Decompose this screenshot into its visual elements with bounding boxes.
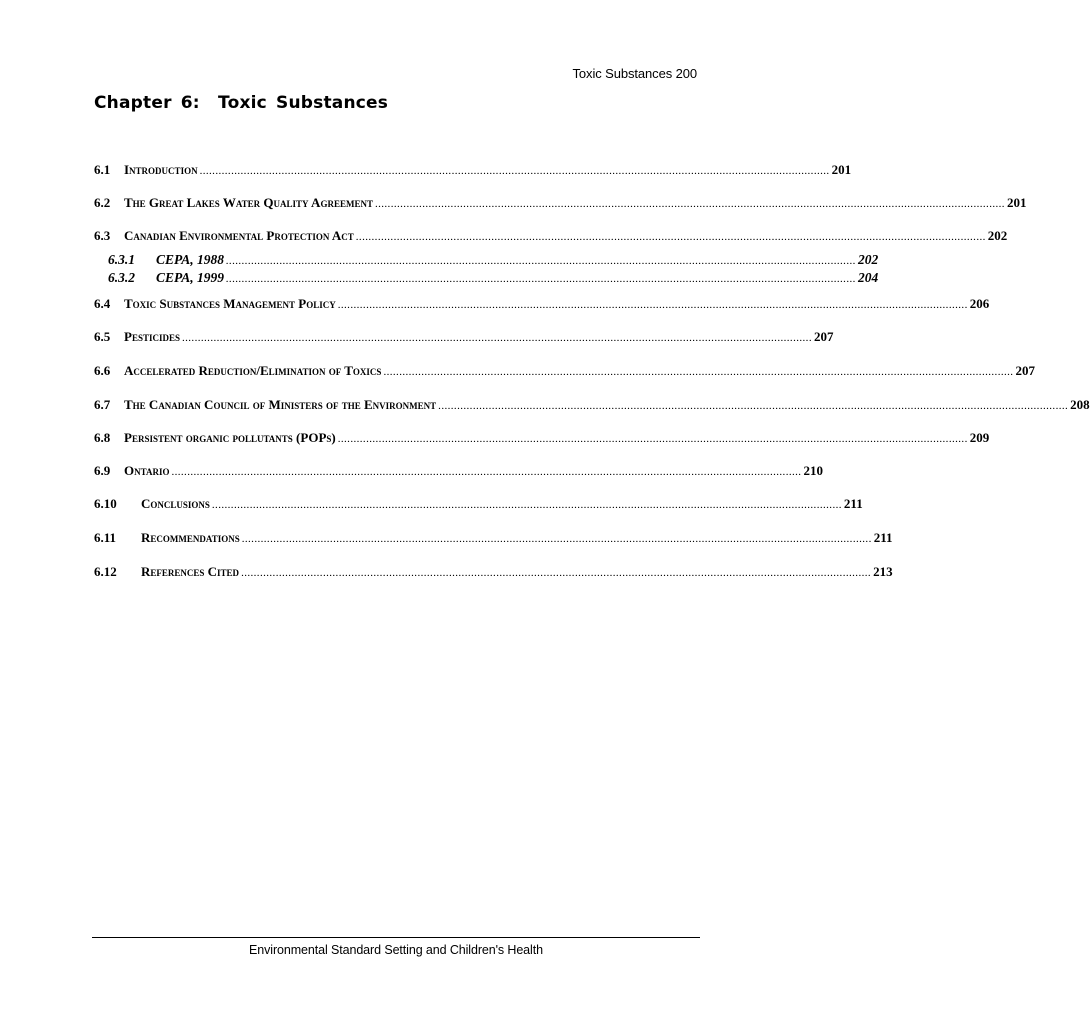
toc-dot-leader: ........................................................................................................................................................................................................ [374,198,1005,210]
toc-dot-leader: ........................................................................................................................................................................................................ [383,366,1014,378]
toc-entry[interactable] [94,397,1090,415]
toc-entry-page: 204 [858,270,879,285]
toc-entry-label: CEPA, 1988 [156,252,225,267]
toc-entry-label: Recommendations [141,530,240,545]
toc-dot-leader: ........................................................................................................................................................................................................ [211,499,842,511]
toc-entry-number: 6.3.2 [108,270,135,285]
toc-entry-page: 209 [969,430,990,445]
toc-entry[interactable] [94,162,852,180]
toc-entry-page: 201 [1006,195,1027,210]
toc-entry-number: 6.3.1 [108,252,135,267]
toc-entry[interactable] [94,564,893,582]
toc-entry-label: References Cited [141,564,240,579]
toc-entry-number: 6.4 [94,296,111,311]
toc-entry-number: 6.12 [94,564,117,579]
toc-entry-label: Toxic Substances Management Policy [124,296,336,311]
toc-entry-page: 207 [1015,363,1035,378]
toc-dot-leader: ........................................................................................................................................................................................................ [337,433,968,445]
toc-entry-number: 6.11 [94,530,117,545]
toc-entry-page: 211 [843,496,863,511]
toc-entry-page: 213 [873,564,893,579]
toc-entry[interactable] [94,530,893,548]
toc-entry-number: 6.2 [94,195,111,210]
toc-entry-number: 6.1 [94,162,111,177]
toc-entry-label: Persistent organic pollutants (POPs) [124,430,336,445]
toc-entry-number: 6.8 [94,430,111,445]
toc-dot-leader: ........................................................................................................................................................................................................ [226,273,857,285]
toc-entry[interactable] [94,228,1008,246]
footer-rule [92,937,700,938]
toc-entry-page: 202 [987,228,1008,243]
toc-entry-page: 208 [1070,397,1090,412]
running-header: Toxic Substances 200 [572,66,697,81]
toc-entry-label: Ontario [124,463,170,478]
toc-entry-number: 6.5 [94,329,111,344]
toc-entry-label: Introduction [124,162,198,177]
toc-entry[interactable] [94,252,879,270]
toc-dot-leader: ........................................................................................................................................................................................................ [337,299,968,311]
toc-entry-page: 211 [873,530,893,545]
toc-entry-number: 6.3 [94,228,111,243]
toc-entry-page: 202 [858,252,879,267]
toc-entry-page: 201 [831,162,852,177]
toc-dot-leader: ........................................................................................................................................................................................................ [226,255,857,267]
toc-dot-leader: ........................................................................................................................................................................................................ [241,533,872,545]
toc-entry-label: Accelerated Reduction/Elimination of Toxics [124,363,382,378]
toc-entry[interactable] [94,296,990,314]
toc-dot-leader: ........................................................................................................................................................................................................ [438,400,1069,412]
toc-entry-number: 6.7 [94,397,111,412]
toc-entry-label: The Canadian Council of Ministers of the Environment [124,397,437,412]
toc-entry-page: 206 [969,296,990,311]
toc-entry-number: 6.9 [94,463,111,478]
toc-entry-number: 6.10 [94,496,117,511]
toc-dot-leader: ........................................................................................................................................................................................................ [355,231,986,243]
toc-entry[interactable] [94,329,834,347]
toc-entry-page: 210 [803,463,823,478]
toc-entry-label: Canadian Environmental Protection Act [124,228,354,243]
toc-entry-label: Pesticides [124,329,180,344]
toc-dot-leader: ........................................................................................................................................................................................................ [241,567,872,579]
toc-entry[interactable] [94,496,863,514]
toc-entry-label: CEPA, 1999 [156,270,225,285]
toc-entry[interactable] [94,463,823,481]
footer-text: Environmental Standard Setting and Children's Health [249,943,543,957]
toc-entry[interactable] [94,430,990,448]
toc-entry[interactable] [94,270,879,288]
toc-dot-leader: ........................................................................................................................................................................................................ [171,466,802,478]
toc-entry[interactable] [94,363,1035,381]
toc-entry-label: The Great Lakes Water Quality Agreement [124,195,373,210]
toc-dot-leader: ........................................................................................................................................................................................................ [181,332,812,344]
chapter-title: Chapter 6: Toxic Substances [94,93,389,113]
toc-entry-number: 6.6 [94,363,111,378]
toc-entry[interactable] [94,195,1027,213]
toc-entry-label: Conclusions [141,496,210,511]
toc-dot-leader: ........................................................................................................................................................................................................ [199,165,830,177]
toc-entry-page: 207 [813,329,834,344]
